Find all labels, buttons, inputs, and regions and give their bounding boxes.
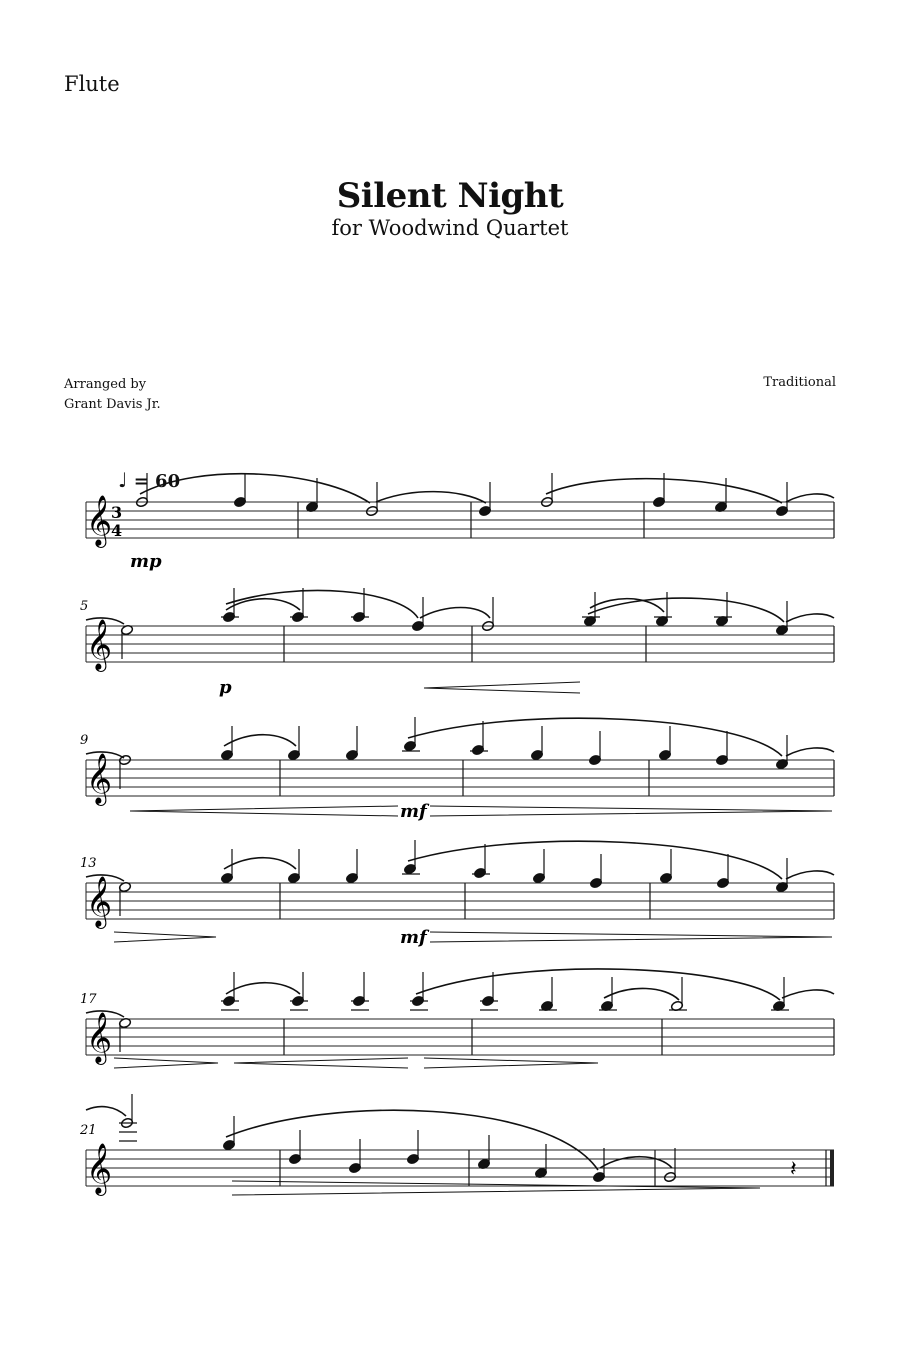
slurs-system-3 xyxy=(86,718,834,758)
staff-system-3 xyxy=(86,760,834,796)
treble-clef-icon: 𝄞 xyxy=(86,876,113,927)
decrescendo-hairpin xyxy=(424,1058,598,1068)
decrescendo-hairpin xyxy=(232,1181,760,1195)
notes-system-5 xyxy=(118,972,789,1052)
slurs-system-4 xyxy=(86,841,834,881)
arranger-name: Grant Davis Jr. xyxy=(64,397,161,412)
arranger-label: Arranged by xyxy=(64,377,147,392)
dynamic-p: p xyxy=(219,677,232,698)
staff-system-6 xyxy=(86,1150,834,1186)
decrescendo-hairpin xyxy=(114,932,216,942)
composer-credit: Traditional xyxy=(763,375,836,390)
measure-number: 21 xyxy=(80,1123,97,1138)
decrescendo-hairpin xyxy=(114,1058,218,1068)
slurs-system-6 xyxy=(86,1107,672,1170)
quarter-rest-icon: 𝄽 xyxy=(790,1157,797,1182)
treble-clef-icon: 𝄞 xyxy=(86,1143,113,1194)
staff-system-4 xyxy=(86,883,834,919)
measure-number: 9 xyxy=(80,733,89,748)
dynamic-mf: mf xyxy=(400,801,427,822)
dynamic-mp: mp xyxy=(130,551,162,572)
dynamic-mf: mf xyxy=(400,927,427,948)
decrescendo-hairpin xyxy=(430,932,832,942)
instrument-name: Flute xyxy=(64,72,120,96)
measure-number: 5 xyxy=(80,599,89,614)
quarter-note-icon: ♩ xyxy=(118,468,128,492)
crescendo-hairpin xyxy=(424,682,580,693)
time-signature-top: 3 xyxy=(111,503,123,522)
decrescendo-hairpin xyxy=(430,806,832,816)
crescendo-hairpin xyxy=(130,806,398,816)
time-signature-bottom: 4 xyxy=(111,521,123,540)
treble-clef-icon: 𝄞 xyxy=(86,495,113,546)
notes-system-6 xyxy=(119,1094,677,1183)
measure-number: 17 xyxy=(80,992,97,1007)
crescendo-hairpin xyxy=(234,1058,408,1068)
piece-subtitle: for Woodwind Quartet xyxy=(331,216,569,240)
piece-title: Silent Night xyxy=(336,176,564,216)
measure-number: 13 xyxy=(80,856,97,871)
treble-clef-icon: 𝄞 xyxy=(86,753,113,804)
treble-clef-icon: 𝄞 xyxy=(86,1012,113,1063)
slurs-system-5 xyxy=(86,969,834,1017)
staff-system-5 xyxy=(86,1019,834,1055)
staff-system-2 xyxy=(86,626,834,662)
treble-clef-icon: 𝄞 xyxy=(86,619,113,670)
tempo-value: = 60 xyxy=(127,471,181,492)
